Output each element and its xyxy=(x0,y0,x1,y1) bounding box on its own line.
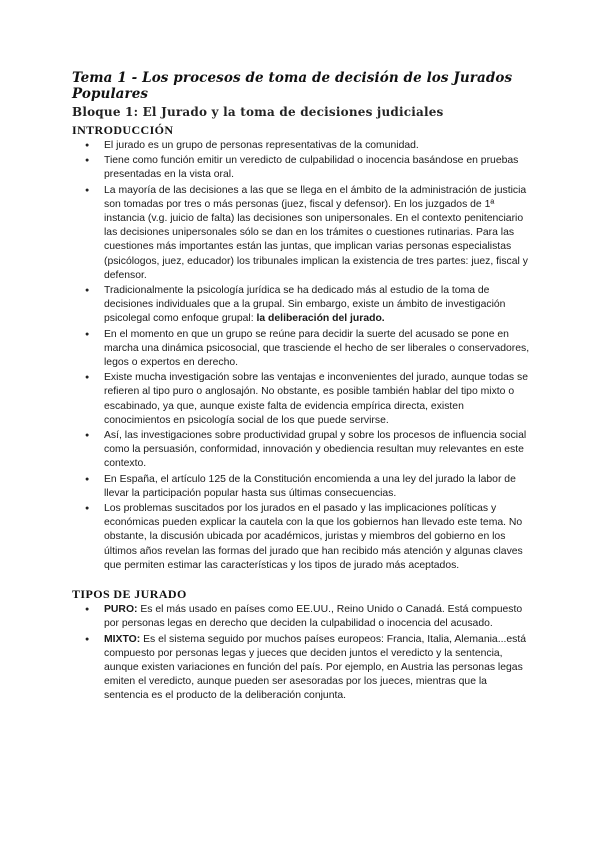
list-item-bold: PURO: xyxy=(104,604,138,616)
list-item: ● En España, el artículo 125 de la Constitución encomienda a una ley del jurado la labor de llevar la participación popular hasta sus últimas consecuencias. xyxy=(104,473,530,501)
list-item: ● Los problemas suscitados por los jurados en el pasado y las implicaciones políticas y económicas pueden explicar la cautela con la que los gobiernos han llevado este tema. No obstante, la discusión ubicada por académicos, juristas y miembros del gobierno en los últimos años revelan las formas del jurado que han recibido más atención y algunas claves que permiten estimar las características y los tipos de jurado más aceptados. xyxy=(104,502,530,573)
list-item xyxy=(104,284,530,327)
introduccion-list xyxy=(72,139,530,573)
list-item-text: Es el sistema seguido por muchos países europeos: Francia, Italia, Alemania...está compuesto por personas legas y jueces que deciden juntos el veredicto y la sentencia, aunque existen variaciones en función del país. Por ejemplo, en Austria las personas legas emiten el veredicto, aunque pueden ser asesoradas por los jueces, mientras que la sentencia es el producto de la deliberación conjunta. xyxy=(104,633,526,702)
section-heading-introduccion: INTRODUCCIÓN xyxy=(72,123,174,137)
list-item xyxy=(104,603,530,631)
list-item xyxy=(104,633,530,704)
tipos-list xyxy=(72,603,530,703)
list-item: ● La mayoría de las decisiones a las que se llega en el ámbito de la administración de justicia son tomadas por tres o más personas (juez, fiscal y defensor). En los juzgados de 1ª instancia (v.g. juicio de falta) las decisiones son unipersonales. En el contexto penitenciario las decisiones unipersonales sólo se dan en los trámites o cuestiones rutinarias. Para las cuestiones más importantes están las juntas, que implican varias personas especialistas (psicólogos, juez, educador) los tribunales implican la existencia de tres partes: juez, fiscal y defensor. xyxy=(104,184,530,283)
list-item: ● El jurado es un grupo de personas representativas de la comunidad. xyxy=(104,139,530,153)
document-subtitle: Bloque 1: El Jurado y la toma de decisiones judiciales xyxy=(72,105,444,119)
list-item: ● Tiene como función emitir un veredicto de culpabilidad o inocencia basándose en pruebas presentadas en la vista oral. xyxy=(104,154,530,182)
document-title: Tema 1 - Los procesos de toma de decisión de los Jurados Populares xyxy=(72,70,513,102)
list-item: ● En el momento en que un grupo se reúne para decidir la suerte del acusado se pone en marcha una dinámica psicosocial, que trasciende el hecho de ser liberales o conservadores, legos o expertos en derecho. xyxy=(104,328,530,371)
list-item: ● Así, las investigaciones sobre productividad grupal y sobre los procesos de influencia social como la persuasión, conformidad, innovación y obediencia resultan muy relevantes en este contexto. xyxy=(104,429,530,472)
list-item: ● Existe mucha investigación sobre las ventajas e inconvenientes del jurado, aunque todas se refieren al tipo puro o anglosajón. No obstante, es posible también hablar del tipo mixto o escabinado, ya que, aunque existe falta de evidencia empírica directa, existen conocimientos en psicología social de los que puede servirse. xyxy=(104,371,530,428)
list-item-bold: MIXTO: xyxy=(104,633,141,645)
list-item-text: Tradicionalmente la psicología jurídica se ha dedicado más al estudio de la toma de decisiones individuales que a la grupal. Sin embargo, existe un ámbito de investigación psicolegal como enfoque grupal: xyxy=(104,285,506,325)
list-item-bold: la deliberación del jurado. xyxy=(256,313,385,325)
section-heading-tipos: TIPOS DE JURADO xyxy=(72,587,187,602)
list-item-text: Es el más usado en países como EE.UU., Reino Unido o Canadá. Está compuesto por personas legas en derecho que deciden la culpabilidad o inocencia del acusado. xyxy=(104,604,523,630)
